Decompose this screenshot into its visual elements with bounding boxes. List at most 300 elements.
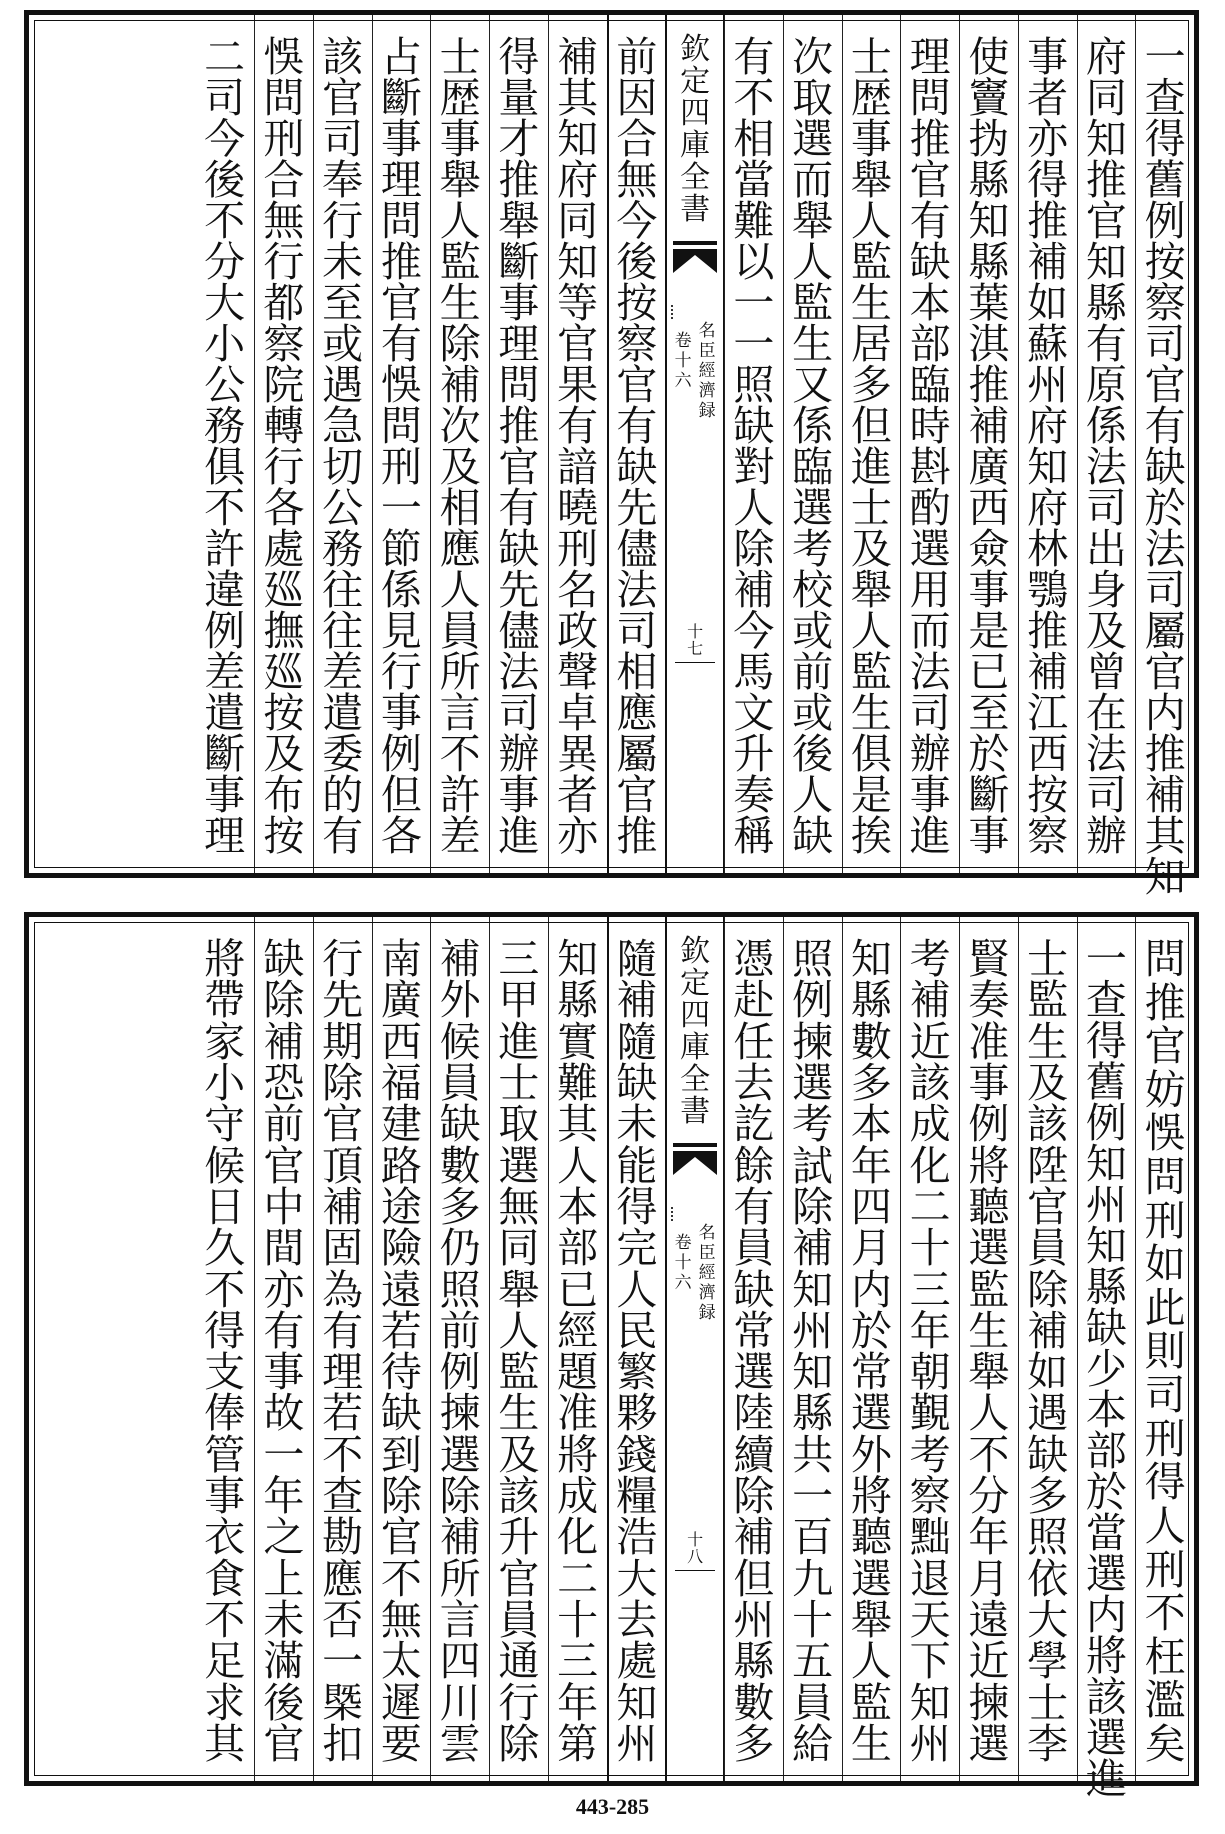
text-column-char: 公	[204, 361, 246, 409]
text-column-char: 故	[263, 1389, 305, 1438]
text-column-char: 隨	[616, 1017, 658, 1066]
text-column-char: 前	[263, 1100, 305, 1149]
text-column-char: 司	[1085, 484, 1127, 532]
text-column-char: 除	[439, 1472, 481, 1521]
text-column-char: 得	[204, 1306, 246, 1355]
text-column-char: 補	[263, 1017, 305, 1066]
text-column-char: 一	[792, 1472, 834, 1521]
text-column-char: 州	[1027, 361, 1069, 409]
text-column-char: 照	[439, 1265, 481, 1314]
text-column-char: 選	[968, 1224, 1010, 1273]
text-column	[724, 917, 783, 1781]
text-column-char: 年	[968, 1513, 1010, 1562]
text-column-char: 推	[1085, 156, 1127, 204]
text-column-char: 人	[439, 566, 481, 614]
spine-book-info	[673, 1225, 717, 1325]
text-column-char: 察	[616, 320, 658, 368]
text-column-char: 係	[1085, 402, 1127, 450]
text-column-char: 言	[439, 1596, 481, 1644]
text-column-char: 人	[439, 197, 481, 245]
text-column-char: 未	[263, 1596, 305, 1644]
text-column	[959, 917, 1018, 1781]
text-column-char: 其	[557, 1100, 599, 1149]
text-column	[372, 15, 431, 873]
text-column	[900, 15, 959, 873]
text-column-char: 屬	[1144, 607, 1186, 655]
text-column-char: 斷	[380, 74, 422, 122]
text-column-char: 果	[557, 361, 599, 409]
text-column-char: 例	[1085, 1099, 1127, 1147]
text-column-char: 除	[263, 976, 305, 1025]
text-column-char: 縣	[557, 976, 599, 1025]
text-column-char: 理	[204, 812, 246, 860]
text-column-char: 賢	[968, 935, 1010, 983]
text-column-char: 行	[322, 935, 364, 983]
text-column-char: 應	[322, 1554, 364, 1603]
text-column-char: 知	[616, 1678, 658, 1727]
text-column-char: 此	[1144, 1283, 1186, 1332]
text-column-char: 將	[850, 1472, 892, 1521]
text-column-char: 今	[733, 607, 775, 655]
text-column-char: 同	[498, 1224, 540, 1273]
text-column-char: 斷	[204, 730, 246, 778]
text-column-char: 監	[850, 1678, 892, 1727]
text-column-char: 進	[498, 1017, 540, 1066]
text-column-char: 生	[968, 1306, 1010, 1355]
text-column-char: 生	[498, 1389, 540, 1438]
text-column-char: 本	[909, 279, 951, 327]
text-column-char: 員	[792, 1678, 834, 1727]
text-column-char: 林	[1027, 525, 1069, 573]
text-column-char: 歴	[439, 74, 481, 122]
text-column-char: 官	[322, 1100, 364, 1149]
text-column-char: 間	[263, 1224, 305, 1273]
text-column-char: 斟	[909, 443, 951, 491]
spine-page-number-char: 七	[687, 639, 704, 659]
text-column-char: 該	[322, 33, 364, 81]
text-column-char: 經	[557, 1306, 599, 1355]
text-column-char: 年	[909, 1306, 951, 1355]
text-column-char: 理	[909, 33, 951, 81]
text-column-char: 於	[850, 1306, 892, 1355]
text-column-char: 問	[380, 402, 422, 450]
text-column-char: 知	[1085, 1222, 1127, 1270]
text-column-char: 司	[1144, 320, 1186, 368]
text-column-char: 例	[1144, 197, 1186, 245]
text-column-char: 士	[850, 484, 892, 532]
text-column-char: 常	[733, 1306, 775, 1355]
text-column-char: 轉	[263, 402, 305, 450]
text-column-char: 按	[1144, 238, 1186, 286]
text-column-char: 濫	[1144, 1676, 1186, 1725]
text-column-char: 挨	[850, 812, 892, 860]
text-column-char: 小	[204, 320, 246, 368]
text-column-char: 衣	[204, 1513, 246, 1562]
text-column-char: 知	[557, 935, 599, 983]
text-column-char: 事	[909, 771, 951, 819]
text-column-char: 九	[792, 1554, 834, 1603]
text-column-char: 川	[439, 1678, 481, 1727]
text-column-char: 歴	[850, 74, 892, 122]
text-column-char: 知	[792, 1265, 834, 1314]
text-column-char: 名	[557, 566, 599, 614]
text-column-char: 知	[850, 935, 892, 983]
text-column-char: 補	[968, 402, 1010, 450]
text-column-char: 問	[1144, 1153, 1186, 1202]
text-column-char: 十	[792, 1596, 834, 1644]
text-column-char: 人	[792, 238, 834, 286]
spine-volume	[673, 333, 693, 423]
text-column-char: 急	[322, 402, 364, 450]
text-column-char: 三	[909, 1265, 951, 1314]
text-column	[900, 917, 959, 1781]
text-column-char: 完	[616, 1224, 658, 1273]
text-column-char: 官	[1027, 1182, 1069, 1231]
text-column-char: 縣	[968, 156, 1010, 204]
text-column-char: 將	[1085, 1632, 1127, 1680]
text-column-char: 陞	[1027, 1141, 1069, 1190]
text-column-char: 僉	[968, 525, 1010, 573]
text-column-char: 知	[968, 197, 1010, 245]
text-column-char: 得	[498, 33, 540, 81]
text-column-char: 除	[792, 1182, 834, 1231]
text-column-char: 餘	[733, 1141, 775, 1190]
text-column-char: 十	[909, 1224, 951, 1273]
text-column-char: 廣	[968, 443, 1010, 491]
text-column-char: 補	[733, 566, 775, 614]
text-column-char: 悞	[1144, 1109, 1186, 1158]
text-column-char: 赴	[733, 976, 775, 1025]
text-column-char: 或	[792, 689, 834, 737]
text-column-char: 枉	[1144, 1632, 1186, 1681]
text-column-char: 在	[1085, 689, 1127, 737]
text-column-char: 照	[733, 361, 775, 409]
text-column-char: 選	[498, 1141, 540, 1190]
text-column-char: 遇	[322, 361, 364, 409]
text-column	[430, 917, 489, 1781]
text-column-char: 官	[380, 1513, 422, 1562]
text-column-char: 臨	[792, 443, 834, 491]
text-column-char: 按	[616, 279, 658, 327]
text-column-char: 察	[1027, 812, 1069, 860]
text-column-char: 常	[850, 1348, 892, 1397]
text-column-char: 給	[792, 1719, 834, 1768]
text-column-char: 期	[322, 1017, 364, 1066]
text-column-char: 府	[1085, 33, 1127, 81]
text-column-char: 酌	[909, 484, 951, 532]
text-column-char: 行	[263, 443, 305, 491]
text-column-char: 年	[850, 1141, 892, 1190]
text-column-char: 一	[380, 484, 422, 532]
text-column-char: 例	[968, 1100, 1010, 1149]
text-column	[1077, 917, 1136, 1803]
text-column-char: 知	[1085, 238, 1127, 286]
spine-title-char: 欽	[680, 934, 711, 969]
text-column-char: 士	[439, 33, 481, 81]
text-column-char: 亦	[557, 812, 599, 860]
text-column-char: 數	[733, 1678, 775, 1727]
text-column-char: 司	[909, 689, 951, 737]
text-column-char: 除	[498, 1719, 540, 1768]
text-column-char: 監	[968, 1265, 1010, 1314]
text-column-char: 如	[1144, 1240, 1186, 1289]
text-column-char: 守	[204, 1100, 246, 1149]
text-column-char: 俱	[850, 730, 892, 778]
text-column-char: 官	[380, 279, 422, 327]
text-column-char: 舊	[1144, 156, 1186, 204]
text-column-char: 司	[1085, 771, 1127, 819]
text-column-char: 西	[1027, 730, 1069, 778]
spine-page-number-char: 八	[687, 1547, 704, 1567]
spine-book-title-char: 録	[698, 1303, 716, 1323]
text-column-char: 事	[498, 771, 540, 819]
text-column-char: 但	[733, 1554, 775, 1603]
text-column-char: 該	[1085, 1673, 1127, 1721]
text-column-char: 事	[204, 1472, 246, 1521]
text-column-char: 除	[733, 1472, 775, 1521]
spine-volume-char: 十	[674, 351, 692, 371]
text-column-char: 奏	[733, 771, 775, 819]
text-column-char: 缺	[792, 812, 834, 860]
text-column-char: 居	[850, 320, 892, 368]
text-column-char: 儘	[616, 525, 658, 573]
text-column-char: 江	[1027, 689, 1069, 737]
text-column-char: 不	[380, 1554, 422, 1603]
text-column-char: 事	[439, 115, 481, 163]
text-column-char: 知	[557, 115, 599, 163]
spine-dotted-mark	[671, 305, 675, 319]
text-column-char: 揀	[792, 1017, 834, 1066]
text-column-char: 久	[204, 1224, 246, 1273]
text-column-char: 州	[733, 1596, 775, 1644]
text-column-char: 監	[850, 238, 892, 286]
text-column-char: 司	[204, 74, 246, 122]
text-column-char: 十	[557, 1596, 599, 1644]
text-column-char: 中	[263, 1182, 305, 1231]
text-column-char: 二	[557, 1554, 599, 1603]
text-column-char: 事	[850, 115, 892, 163]
text-column-char: 外	[850, 1430, 892, 1479]
text-column-char: 進	[498, 812, 540, 860]
text-column-char: 悞	[380, 361, 422, 409]
text-column-char: 生	[1027, 1017, 1069, 1066]
spine-volume-char: 六	[674, 1273, 692, 1293]
text-column-char: 候	[439, 1017, 481, 1066]
text-column-char: 將	[204, 935, 246, 983]
text-column-char: 勘	[322, 1513, 364, 1562]
text-column-char: 屬	[616, 730, 658, 778]
text-column-char: 事	[1027, 33, 1069, 81]
spine-page-number	[667, 1532, 723, 1571]
text-column-char: 之	[263, 1513, 305, 1562]
text-column-char: 難	[733, 197, 775, 245]
text-column-char: 問	[909, 74, 951, 122]
text-column-char: 行	[498, 1678, 540, 1727]
text-column-char: 斷	[498, 238, 540, 286]
text-column-char: 補	[733, 1513, 775, 1562]
spine-title-char: 全	[680, 1062, 711, 1097]
text-column	[724, 15, 783, 873]
text-column-char: 馬	[733, 648, 775, 696]
text-column-char: 應	[439, 525, 481, 573]
spine-volume-char: 卷	[674, 1233, 692, 1253]
text-column-char: 州	[1085, 1181, 1127, 1229]
text-column-char: 選	[1085, 1714, 1127, 1762]
text-column-char: 又	[792, 361, 834, 409]
text-column-char: 辦	[1085, 812, 1127, 860]
text-column-char: 才	[498, 115, 540, 163]
text-column-char: 按	[1027, 771, 1069, 819]
text-column-char: 係	[380, 566, 422, 614]
text-column-char: 則	[1144, 1327, 1186, 1376]
text-column-char: 法	[1085, 443, 1127, 491]
text-column-char: 不	[1144, 1589, 1186, 1638]
spine-book-title	[697, 1225, 717, 1325]
text-column-char: 有	[557, 402, 599, 450]
spine-title-char: 定	[680, 64, 711, 99]
text-column-char: 縣	[1085, 279, 1127, 327]
text-column-char: 州	[792, 1306, 834, 1355]
center-fold-spine	[665, 15, 724, 873]
text-column	[1077, 15, 1136, 873]
text-column-char: 理	[380, 156, 422, 204]
text-column-char: 官	[263, 1719, 305, 1768]
text-column-char: 一	[322, 1637, 364, 1686]
text-column-char: 舉	[792, 197, 834, 245]
text-column-char: 推	[498, 402, 540, 450]
text-column-char: 官	[557, 320, 599, 368]
text-column-char: 司	[1144, 1371, 1186, 1420]
text-column	[254, 917, 313, 1781]
text-column-char: 諳	[557, 443, 599, 491]
spine-title-char: 四	[680, 96, 711, 131]
text-column-char: 二	[204, 33, 246, 81]
text-column-char: 都	[263, 279, 305, 327]
text-column-char: 頂	[322, 1141, 364, 1190]
text-column-char: 准	[968, 1017, 1010, 1066]
spine-title-char: 全	[680, 160, 711, 195]
text-column-char: 理	[498, 320, 540, 368]
text-column	[1135, 15, 1194, 901]
text-column-char: 考	[792, 1100, 834, 1149]
text-column-char: 照	[792, 935, 834, 983]
text-column-char: 取	[792, 74, 834, 122]
text-column-char: 斷	[968, 771, 1010, 819]
text-column-char: 多	[439, 1182, 481, 1231]
text-column-char: 當	[1085, 1509, 1127, 1557]
text-column-char: 知	[1144, 853, 1186, 901]
text-column	[489, 917, 548, 1781]
text-column-char: 布	[263, 771, 305, 819]
text-column-char: 例	[380, 730, 422, 778]
text-column-char: 遲	[380, 1678, 422, 1727]
text-column-char: 知	[1085, 1140, 1127, 1188]
text-column-char: 官	[1085, 197, 1127, 245]
text-column-char: 於	[1085, 1468, 1127, 1516]
text-column-char: 有	[380, 320, 422, 368]
text-column-char: 各	[380, 812, 422, 860]
text-column-char: 後	[204, 156, 246, 204]
text-column-char: 先	[322, 976, 364, 1025]
text-column-char: 缺	[909, 238, 951, 286]
text-column-char: 共	[792, 1430, 834, 1479]
text-column-char: 缺	[616, 1058, 658, 1107]
text-column-char: 次	[792, 33, 834, 81]
text-column-char: 同	[557, 197, 599, 245]
text-column-char: 選	[850, 1554, 892, 1603]
text-column-char: 百	[792, 1513, 834, 1562]
text-column-char: 大	[204, 279, 246, 327]
text-column-char: 臨	[909, 361, 951, 409]
text-column-char: 問	[380, 197, 422, 245]
text-column-char: 四	[850, 1182, 892, 1231]
text-column-char: 官	[1144, 1022, 1186, 1071]
text-column-char: 至	[968, 689, 1010, 737]
text-column-char: 法	[1085, 730, 1127, 778]
text-column-char: 覲	[909, 1389, 951, 1438]
text-column-char: 無	[498, 1182, 540, 1231]
text-column-char: 先	[616, 484, 658, 532]
spine-book-title	[697, 323, 717, 423]
text-column-char: 缺	[1027, 1430, 1069, 1479]
text-column-char: 一	[733, 279, 775, 327]
text-column-char: 差	[204, 648, 246, 696]
text-column-char: 補	[439, 1513, 481, 1562]
text-column-char: 推	[1144, 730, 1186, 778]
text-column-char: 量	[498, 74, 540, 122]
text-column	[313, 917, 372, 1781]
spine-rule	[675, 662, 715, 663]
text-column-char: 第	[557, 1719, 599, 1768]
spine-title-char: 書	[680, 192, 711, 227]
text-column-char: 該	[1027, 1100, 1069, 1149]
spine-book-title-char: 濟	[698, 381, 716, 401]
text-column-char: 但	[850, 402, 892, 450]
spine-page-number-char: 十	[687, 1530, 704, 1550]
text-column-char: 途	[380, 1182, 422, 1231]
text-column-char: 揀	[968, 1678, 1010, 1727]
text-column-char: 人	[498, 1306, 540, 1355]
text-column	[313, 15, 372, 873]
text-column-char: 人	[733, 484, 775, 532]
text-column-char: 錢	[616, 1430, 658, 1479]
text-column-char: 恐	[263, 1058, 305, 1107]
text-column	[1018, 15, 1077, 873]
text-column-char: 及	[1027, 1058, 1069, 1107]
text-column-char: 院	[263, 361, 305, 409]
text-column-char: 選	[968, 1719, 1010, 1768]
text-column-char: 差	[439, 812, 481, 860]
text-column-char: 刑	[1144, 1545, 1186, 1594]
text-column-char: 縣	[850, 976, 892, 1025]
text-column-char: 槩	[322, 1678, 364, 1727]
text-column-char: 今	[616, 197, 658, 245]
text-column-char: 補	[909, 976, 951, 1025]
text-column-char: 月	[968, 1554, 1010, 1603]
page-footer-number: 443-285	[575, 1794, 650, 1819]
text-column-char: 照	[1027, 1513, 1069, 1562]
text-column-char: 否	[322, 1596, 364, 1644]
text-column-char: 許	[204, 525, 246, 573]
text-column-char: 家	[204, 1017, 246, 1066]
text-column-char: 分	[968, 1472, 1010, 1521]
text-column-char: 下	[909, 1637, 951, 1686]
text-column-char: 行	[380, 648, 422, 696]
text-column-char: 補	[1027, 238, 1069, 286]
text-column-char: 該	[909, 1058, 951, 1107]
text-column-char: 政	[557, 607, 599, 655]
text-column-char: 不	[204, 1265, 246, 1314]
